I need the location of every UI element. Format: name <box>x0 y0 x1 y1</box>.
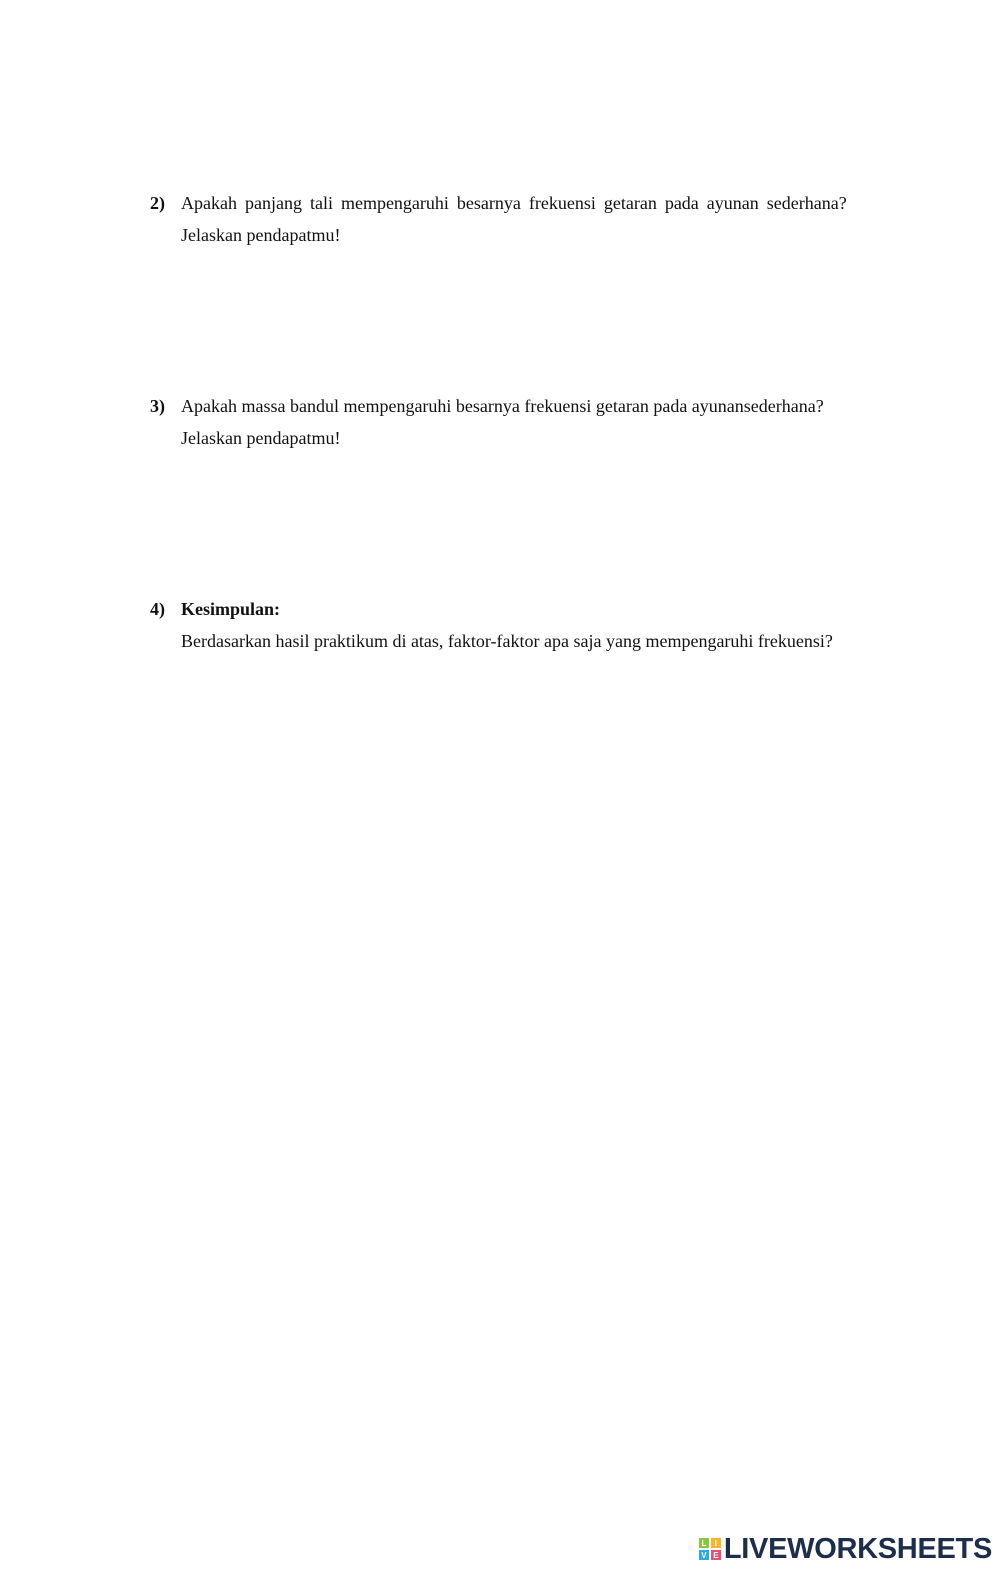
logo-text: LIVEWORKSHEETS <box>723 1532 992 1565</box>
question-text <box>181 593 870 657</box>
question-line: Berdasarkan hasil praktikum di atas, faktor-faktor apa saja yang mempengaruhi frekuensi? <box>181 631 833 651</box>
question-line: Jelaskan pendapatmu! <box>181 428 341 448</box>
logo-mark-cell: L <box>698 1537 710 1549</box>
logo-mark-cell: I <box>710 1537 722 1549</box>
liveworksheets-logo-icon <box>698 1537 722 1561</box>
question-text <box>181 187 870 251</box>
logo-mark-cell: V <box>698 1549 710 1561</box>
question-3 <box>150 390 870 454</box>
question-number: 4) <box>150 599 165 619</box>
question-line: Apakah massa bandul mempengaruhi besarnya frekuensi getaran pada ayunansederhana? <box>181 396 824 416</box>
liveworksheets-logo <box>698 1532 992 1566</box>
question-line: Jelaskan pendapatmu! <box>181 225 341 245</box>
question-line: Apakah panjang tali mempengaruhi besarnya frekuensi getaran pada ayunan sederhana? <box>181 193 847 213</box>
question-4 <box>150 593 870 657</box>
question-number: 2) <box>150 193 165 213</box>
question-2 <box>150 187 870 251</box>
question-text <box>181 390 870 454</box>
conclusion-heading: Kesimpulan: <box>181 599 281 619</box>
logo-mark-cell: E <box>710 1549 722 1561</box>
question-number: 3) <box>150 396 165 416</box>
